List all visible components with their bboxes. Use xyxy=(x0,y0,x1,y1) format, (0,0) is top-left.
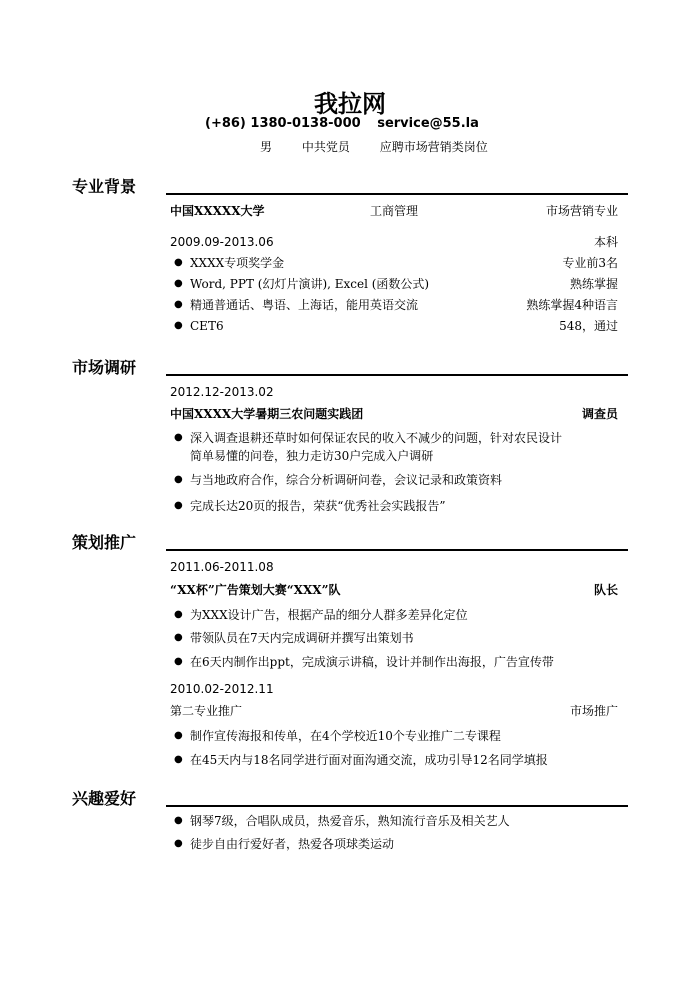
list-item: ● 钢琴7级，合唱队成员，热爱音乐，熟知流行音乐及相关艺人 xyxy=(174,814,510,828)
resume-name: 我拉网 xyxy=(314,89,386,118)
bullet-icon: ● xyxy=(174,730,183,741)
phone-number: (+86) 1380-0138-000 xyxy=(205,116,361,131)
section-title-education: 专业背景 xyxy=(72,177,137,196)
bullet-icon: ● xyxy=(174,632,183,643)
section-title-planning: 策划推广 xyxy=(72,533,137,552)
list-item: ● 徒步自由行爱好者，热爱各项球类运动 xyxy=(174,837,395,851)
list-item: ● 在45天内与18名同学进行面对面沟通交流，成功引导12名同学填报 xyxy=(174,753,548,767)
education-period-row xyxy=(170,233,618,251)
bullet-icon: ● xyxy=(174,432,183,443)
degree: 本科 xyxy=(593,235,618,249)
section-title-research: 市场调研 xyxy=(72,358,137,377)
section-title-hobbies: 兴趣爱好 xyxy=(72,789,137,808)
planning-org-2: 第二专业推广 xyxy=(170,704,243,718)
list-item: ● Word, PPT (幻灯片演讲), Excel (函数公式) 熟练掌握 xyxy=(174,277,618,291)
personal-meta xyxy=(260,138,514,155)
email-address: service@55.la xyxy=(377,116,479,131)
section-divider xyxy=(166,805,628,807)
bullet-icon: ● xyxy=(174,609,183,620)
bullet-icon: ● xyxy=(174,299,183,310)
list-item: ● 为XXX设计广告，根据产品的细分人群多差异化定位 xyxy=(174,608,468,622)
list-item: ● CET6 548，通过 xyxy=(174,319,618,333)
planning-org-1: “XX杯”广告策划大赛“XXX”队 xyxy=(170,583,341,597)
school-name: 中国XXXXX大学 xyxy=(170,204,265,218)
education-period: 2009.09-2013.06 xyxy=(170,235,274,249)
list-item: ● 完成长达20页的报告，荣获“优秀社会实践报告” xyxy=(174,499,446,513)
education-school-row xyxy=(170,202,618,220)
bullet-icon: ● xyxy=(174,474,183,485)
list-item: ● 深入调查退耕还草时如何保证农民的收入不减少的问题，针对农民设计 简单易懂的问卷，独力走访30户完成入户调研 xyxy=(174,431,563,463)
list-item: ● XXXX专项奖学金 专业前3名 xyxy=(174,256,618,270)
research-role: 调查员 xyxy=(581,407,618,421)
planning-role-2: 市场推广 xyxy=(569,704,618,718)
list-item: ● 在6天内制作出ppt，完成演示讲稿，设计并制作出海报，广告宣传带 xyxy=(174,655,554,669)
bullet-icon: ● xyxy=(174,838,183,849)
list-item: ● 与当地政府合作，综合分析调研问卷，会议记录和政策资料 xyxy=(174,473,503,487)
contact-line xyxy=(205,116,479,131)
planning-role-1: 队长 xyxy=(593,583,618,597)
section-divider xyxy=(166,549,628,551)
bullet-icon: ● xyxy=(174,257,183,268)
gender: 男 xyxy=(260,140,273,154)
section-divider xyxy=(166,374,628,376)
planning-org-row-1 xyxy=(170,581,618,599)
target-position: 应聘市场营销类岗位 xyxy=(379,140,488,154)
planning-period-1: 2011.06-2011.08 xyxy=(170,560,274,574)
research-period: 2012.12-2013.02 xyxy=(170,385,274,399)
major: 工商管理 xyxy=(370,204,419,218)
list-item: ● 精通普通话、粤语、上海话，能用英语交流 熟练掌握4种语言 xyxy=(174,298,618,312)
bullet-icon: ● xyxy=(174,278,183,289)
bullet-icon: ● xyxy=(174,754,183,765)
bullet-icon: ● xyxy=(174,320,183,331)
list-item: ● 带领队员在7天内完成调研并撰写出策划书 xyxy=(174,631,414,645)
specialty: 市场营销专业 xyxy=(545,204,618,218)
political-status: 中共党员 xyxy=(301,140,350,154)
section-divider xyxy=(166,193,628,195)
bullet-icon: ● xyxy=(174,815,183,826)
research-org: 中国XXXX大学暑期三农问题实践团 xyxy=(170,407,364,421)
list-item: ● 制作宣传海报和传单，在4个学校近10个专业推广二专课程 xyxy=(174,729,501,743)
research-org-row xyxy=(170,405,618,423)
bullet-icon: ● xyxy=(174,656,183,667)
planning-period-2: 2010.02-2012.11 xyxy=(170,682,274,696)
planning-org-row-2 xyxy=(170,702,618,720)
bullet-icon: ● xyxy=(174,500,183,511)
